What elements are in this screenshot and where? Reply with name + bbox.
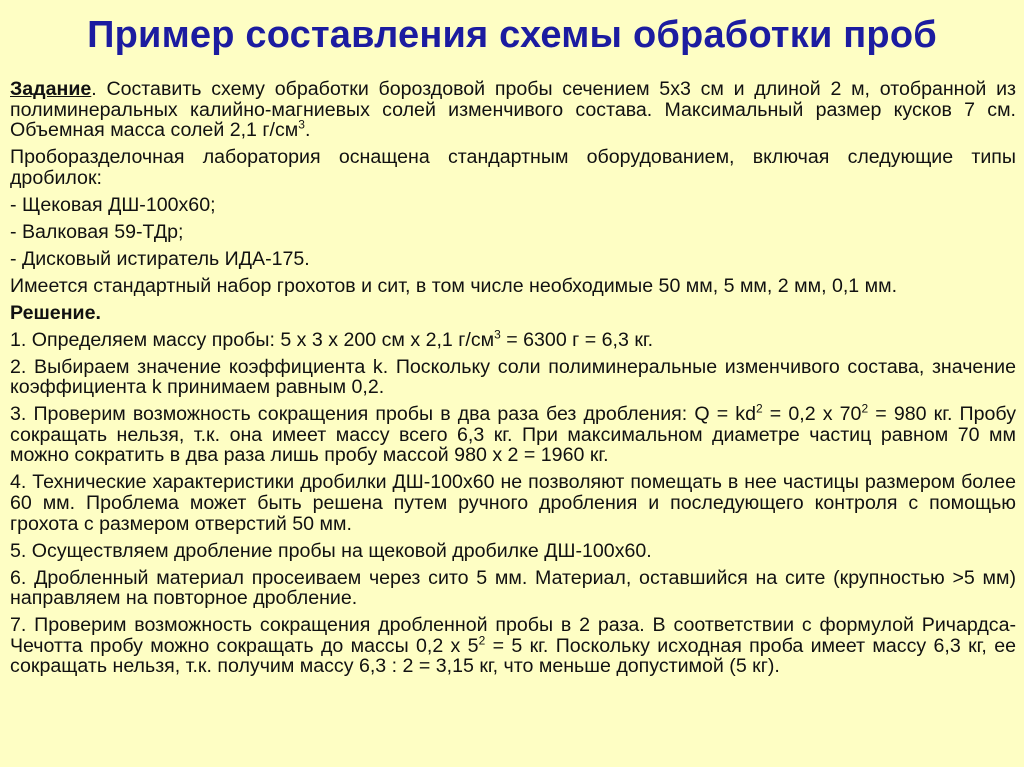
slide-title: Пример составления схемы обработки проб bbox=[87, 14, 937, 56]
crusher-item-disc: - Дисковый истиратель ИДА-175. bbox=[10, 247, 310, 270]
task-paragraph bbox=[10, 79, 1016, 141]
crusher-item-roll: - Валковая 59-ТДр; bbox=[10, 220, 184, 243]
step-6: 6. Дробленный материал просеиваем через сито 5 мм. Материал, оставшийся на сите (крупностью >5 мм) направляем на повторное дробление. bbox=[10, 566, 1016, 610]
step-2: 2. Выбираем значение коэффициента k. Поскольку соли полиминеральные изменчивого состава, значение коэффициента k принимаем равным 0,2. bbox=[10, 355, 1016, 399]
step-7-text-end: = 5 кг. Поскольку исходная проба имеет массу 6,3 кг, ее сокращать нельзя, т.к. получим массу 6,3 : 2 = 3,15 кг, что меньше допустимой (5 кг). bbox=[10, 634, 1016, 678]
step-3-sup-2: 2 bbox=[861, 401, 869, 416]
screens-paragraph: Имеется стандартный набор грохотов и сит, в том числе необходимые 50 мм, 5 мм, 2 мм, 0,1 мм. bbox=[10, 274, 898, 297]
solution-heading: Решение. bbox=[10, 301, 101, 324]
step-1-text-end: = 6300 г = 6,3 кг. bbox=[500, 328, 654, 351]
slide-body bbox=[10, 79, 1016, 683]
crusher-item-jaw: - Щековая ДШ-100х60; bbox=[10, 193, 216, 216]
task-sup: 3 bbox=[298, 117, 305, 132]
step-5: 5. Осуществляем дробление пробы на щековой дробилке ДШ-100х60. bbox=[10, 539, 652, 562]
lab-paragraph: Проборазделочная лаборатория оснащена стандартным оборудованием, включая следующие типы дробилок: bbox=[10, 146, 1016, 189]
step-4: 4. Технические характеристики дробилки ДШ-100х60 не позволяют помещать в нее частицы размером более 60 мм. Проблема может быть решена путем ручного дробления и последующего контроля с помощью грохота с размером отверстий 50 мм. bbox=[10, 471, 1016, 535]
task-text: . Составить схему обработки бороздовой пробы сечением 5х3 см и длиной 2 м, отобранной из полиминеральных калийно-магниевых солей изменчивого состава. Максимальный размер кусков 7 см. Объемная масса солей 2,1 г/см bbox=[10, 78, 1016, 142]
task-text-end: . bbox=[304, 119, 311, 142]
step-3-text-end: = 980 кг. Пробу сокращать нельзя, т.к. она имеет массу всего 6,3 кг. При максимальном диаметре частиц равном 70 мм можно сократить в два раза лишь пробу массой 980 х 2 = 1960 кг. bbox=[10, 403, 1017, 467]
step-7-text: 7. Проверим возможность сокращения дробленной пробы в 2 раза. В соответствии с формулой Ричардса-Чечотта пробу можно сокращать до массы 0,2 х 5 bbox=[10, 614, 1016, 657]
task-label: Задание bbox=[10, 78, 92, 100]
step-1 bbox=[10, 327, 1016, 351]
step-7-sup: 2 bbox=[478, 633, 486, 648]
step-3 bbox=[10, 401, 1017, 467]
step-3-text: 3. Проверим возможность сокращения пробы в два раза без дробления: Q = kd bbox=[10, 403, 756, 426]
step-3-sup-1: 2 bbox=[756, 401, 763, 416]
step-1-sup: 3 bbox=[494, 327, 501, 342]
step-3-text-mid: = 0,2 х 70 bbox=[762, 403, 862, 426]
step-1-text: 1. Определяем массу пробы: 5 х 3 х 200 см х 2,1 г/см bbox=[10, 328, 495, 351]
step-7 bbox=[10, 615, 1016, 677]
